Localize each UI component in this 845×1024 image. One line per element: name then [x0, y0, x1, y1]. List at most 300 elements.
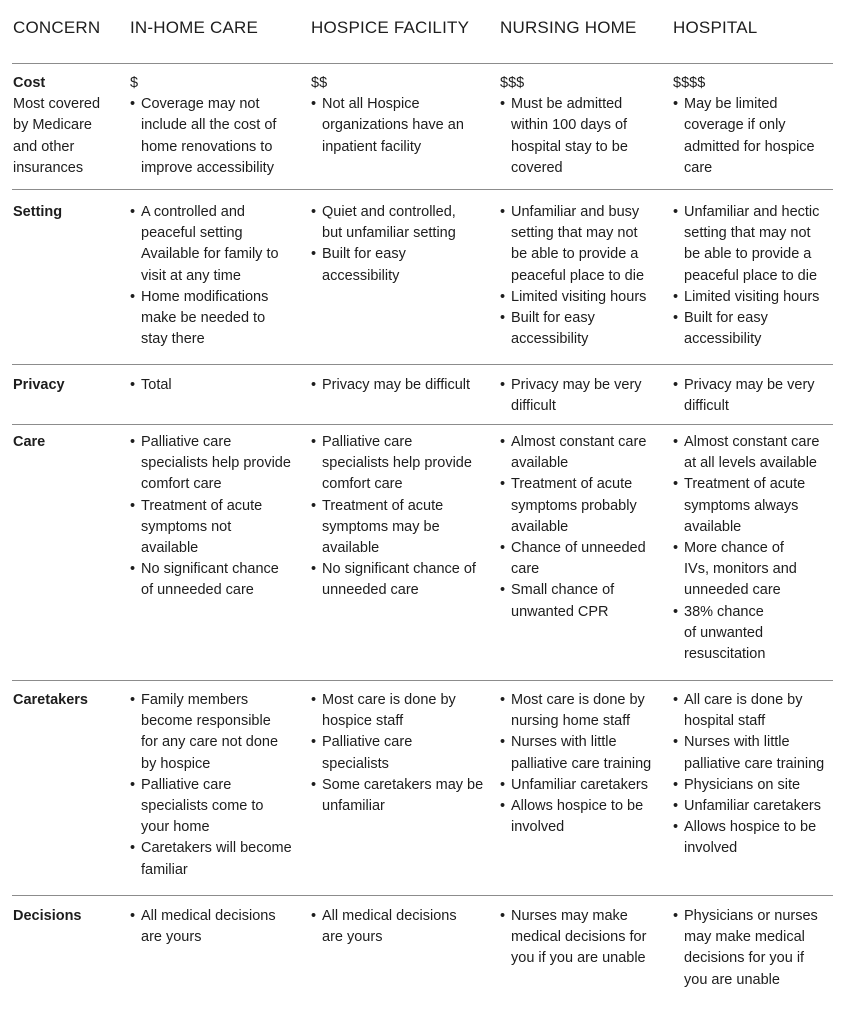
bullet-list [130, 690, 298, 881]
list-item [673, 602, 833, 666]
list-item-line: Not all Hospice [322, 96, 420, 113]
bullet-list [500, 432, 658, 623]
list-item [500, 775, 658, 796]
bullet-icon: • [500, 692, 506, 708]
bullet-list [500, 906, 658, 970]
list-item-line: become responsible [141, 713, 271, 730]
list-item-line: May be limited [684, 96, 778, 113]
bullet-icon: • [673, 776, 679, 793]
list-item-line: nursing home staff [511, 713, 631, 730]
list-item-line: Almost constant care [684, 434, 820, 450]
table-cell [673, 690, 833, 860]
list-item-line: inpatient facility [322, 138, 422, 155]
bullet-icon: • [130, 288, 136, 305]
concern-note-line: Most covered [13, 96, 101, 113]
bullet-icon: • [673, 603, 679, 620]
bullet-icon: • [500, 476, 506, 493]
list-item-line: specialists help provide [322, 455, 472, 472]
list-item [500, 287, 658, 308]
list-item-line: accessibility [511, 331, 589, 348]
concern-note-line: insurances [13, 159, 84, 176]
list-item-line: Family members [141, 692, 249, 708]
table-cell [500, 690, 658, 838]
list-item [311, 496, 487, 560]
list-item-line: A controlled and [141, 204, 245, 220]
list-item [500, 906, 658, 970]
list-item-line: stay there [141, 331, 205, 348]
list-item-line: specialists come to [141, 798, 264, 815]
header-nursing-home: NURSING HOME [500, 18, 637, 37]
list-item-line: unneeded care [684, 582, 781, 599]
list-item [673, 474, 833, 538]
list-item-line: Allows hospice to be [684, 819, 817, 836]
list-item-line: care [684, 159, 713, 176]
list-item-line: IVs, monitors and [684, 561, 797, 578]
table-cell [311, 906, 487, 948]
bullet-icon: • [500, 776, 506, 793]
list-item-line: of unneeded care [141, 582, 254, 599]
list-item-line: symptoms probably [511, 497, 637, 514]
list-item-line: specialists [322, 755, 389, 772]
bullet-icon: • [500, 288, 506, 305]
concern-cell [13, 375, 118, 396]
list-item-line: Palliative care [141, 434, 232, 450]
header-hospice-facility: HOSPICE FACILITY [311, 18, 470, 37]
list-item-line: improve accessibility [141, 159, 274, 176]
bullet-list [311, 432, 487, 602]
list-item [130, 375, 298, 396]
list-item [500, 538, 658, 580]
list-item-line: peaceful place to die [511, 267, 645, 284]
concern-cell [13, 432, 118, 453]
table-cell [673, 432, 833, 665]
bullet-list [500, 690, 658, 838]
bullet-icon: • [673, 310, 679, 327]
table-cell [500, 432, 658, 623]
header-concern: CONCERN [13, 18, 101, 37]
list-item [673, 308, 833, 350]
list-item [500, 308, 658, 350]
bullet-icon: • [500, 204, 506, 220]
table-cell [500, 73, 658, 179]
bullet-icon: • [673, 734, 679, 751]
list-item-line: Limited visiting hours [684, 288, 820, 305]
table-cell [673, 202, 833, 350]
table-cell [311, 690, 487, 817]
list-item [130, 94, 298, 179]
list-item-line: Treatment of acute [511, 476, 633, 493]
table-cell [130, 432, 298, 602]
divider [12, 424, 833, 425]
list-item-line: Caretakers will become [141, 840, 292, 857]
list-item [311, 732, 487, 774]
bullet-icon: • [500, 540, 506, 557]
bullet-icon: • [673, 798, 679, 815]
table-cell [673, 73, 833, 179]
bullet-list [673, 202, 833, 350]
list-item-line: available [511, 518, 569, 535]
bullet-list [673, 906, 833, 991]
list-item-line: No significant chance [141, 561, 279, 578]
header-hospital: HOSPITAL [673, 18, 758, 37]
bullet-icon: • [673, 476, 679, 493]
list-item-line: include all the cost of [141, 117, 277, 134]
header-in-home-care: IN-HOME CARE [130, 18, 259, 37]
concern-label: Cost [13, 75, 46, 91]
list-item-line: comfort care [141, 476, 222, 493]
list-item-line: Coverage may not [141, 96, 260, 113]
list-item-line: you if you are unable [511, 950, 646, 967]
bullet-icon: • [311, 497, 317, 514]
list-item [500, 94, 658, 179]
bullet-icon: • [311, 734, 317, 751]
bullet-icon: • [311, 96, 317, 113]
list-item-line: Must be admitted [511, 96, 623, 113]
bullet-list [130, 375, 298, 396]
list-item-line: More chance of [684, 540, 784, 557]
list-item [500, 202, 658, 287]
list-item-line: your home [141, 819, 210, 836]
table-cell [500, 375, 658, 417]
list-item-line: hospice staff [322, 713, 404, 730]
bullet-icon: • [130, 692, 136, 708]
list-item [130, 775, 298, 839]
list-item [311, 690, 487, 732]
list-item [673, 732, 833, 774]
list-item [673, 690, 833, 732]
list-item-line: Most care is done by [322, 692, 456, 708]
list-item-line: palliative care training [684, 755, 825, 772]
list-item [130, 559, 298, 601]
bullet-icon: • [500, 434, 506, 450]
bullet-icon: • [673, 377, 679, 393]
table-cell [311, 73, 487, 158]
list-item [673, 906, 833, 991]
bullet-list [311, 906, 487, 948]
list-item [673, 775, 833, 796]
list-item [500, 474, 658, 538]
list-item-line: resuscitation [684, 646, 766, 663]
list-item [500, 732, 658, 774]
list-item [130, 496, 298, 560]
list-item-line: All medical decisions [322, 908, 457, 924]
list-item [500, 690, 658, 732]
list-item-line: unfamiliar [322, 798, 385, 815]
list-item-line: at all levels available [684, 455, 817, 472]
concern-cell [13, 202, 118, 223]
list-item-line: Nurses with little [684, 734, 790, 751]
table-cell [130, 202, 298, 350]
list-item-line: decisions for you if [684, 950, 805, 967]
concern-label: Care [13, 434, 46, 450]
list-item-line: of unwanted [684, 624, 764, 641]
list-item-line: All care is done by [684, 692, 803, 708]
cost-level: $$$ [500, 75, 525, 91]
list-item-line: organizations have an [322, 117, 464, 134]
list-item-line: within 100 days of [511, 117, 628, 134]
list-item-line: make be needed to [141, 310, 266, 327]
bullet-icon: • [673, 288, 679, 305]
bullet-icon: • [500, 310, 506, 327]
list-item-line: symptoms always [684, 497, 799, 514]
list-item-line: medical decisions for [511, 929, 647, 946]
divider [12, 364, 833, 365]
concern-label: Decisions [13, 908, 82, 924]
list-item-line: visit at any time [141, 267, 241, 284]
bullet-icon: • [500, 798, 506, 815]
bullet-icon: • [500, 377, 506, 393]
bullet-icon: • [130, 96, 136, 113]
list-item [673, 375, 833, 417]
bullet-list [500, 202, 658, 350]
list-item-line: setting that may not [684, 225, 811, 242]
table-cell [130, 73, 298, 179]
bullet-list [673, 432, 833, 665]
list-item-line: accessibility [684, 331, 762, 348]
cost-level: $ [130, 75, 139, 91]
concern-label: Caretakers [13, 692, 88, 708]
list-item [673, 202, 833, 287]
list-item [673, 94, 833, 179]
bullet-list [130, 432, 298, 602]
bullet-list [311, 690, 487, 817]
list-item [500, 580, 658, 622]
list-item-line: Nurses may make [511, 908, 628, 924]
list-item-line: Small chance of [511, 582, 615, 599]
bullet-icon: • [130, 497, 136, 514]
list-item [130, 906, 298, 948]
list-item [673, 287, 833, 308]
list-item [673, 432, 833, 474]
bullet-list [130, 202, 298, 350]
bullet-list [500, 94, 658, 179]
list-item-line: available [511, 455, 569, 472]
table-cell [311, 202, 487, 287]
concern-label: Setting [13, 204, 63, 220]
concern-cell [13, 73, 118, 179]
bullet-icon: • [673, 96, 679, 113]
list-item [311, 432, 487, 496]
list-item-line: difficult [684, 398, 729, 415]
list-item-line: be able to provide a [511, 246, 639, 263]
list-item-line: admitted for hospice [684, 138, 815, 155]
list-item-line: specialists help provide [141, 455, 291, 472]
list-item-line: for any care not done [141, 734, 279, 751]
concern-note-line: and other [13, 138, 75, 155]
bullet-list [673, 94, 833, 179]
list-item [311, 244, 487, 286]
bullet-icon: • [130, 434, 136, 450]
list-item-line: you are unable [684, 971, 780, 988]
concern-note-line: by Medicare [13, 117, 92, 134]
list-item-line: care [511, 561, 540, 578]
list-item-line: Built for easy [322, 246, 406, 263]
table-cell [673, 375, 833, 417]
bullet-icon: • [311, 908, 317, 924]
table-cell [500, 906, 658, 970]
list-item-line: Some caretakers may be [322, 776, 484, 793]
list-item-line: Built for easy [511, 310, 595, 327]
bullet-icon: • [130, 776, 136, 793]
list-item-line: by hospice [141, 755, 211, 772]
divider [12, 189, 833, 190]
list-item-line: Available for family to [141, 246, 279, 263]
bullet-list [130, 906, 298, 948]
list-item-line: coverage if only [684, 117, 786, 134]
list-item-line: hospital staff [684, 713, 766, 730]
bullet-icon: • [130, 840, 136, 857]
list-item [130, 287, 298, 351]
divider [12, 63, 833, 64]
list-item [500, 375, 658, 417]
list-item [130, 838, 298, 880]
list-item-line: Home modifications [141, 288, 269, 305]
list-item-line: Treatment of acute [684, 476, 806, 493]
list-item-line: Limited visiting hours [511, 288, 647, 305]
list-item [673, 538, 833, 602]
bullet-list [500, 375, 658, 417]
bullet-icon: • [311, 692, 317, 708]
list-item [130, 690, 298, 775]
list-item-line: comfort care [322, 476, 403, 493]
list-item-line: Most care is done by [511, 692, 645, 708]
list-item-line: setting that may not [511, 225, 638, 242]
bullet-icon: • [311, 246, 317, 263]
list-item-line: Chance of unneeded [511, 540, 646, 557]
bullet-icon: • [673, 540, 679, 557]
bullet-icon: • [130, 377, 136, 393]
bullet-icon: • [130, 204, 136, 220]
list-item-line: Treatment of acute [141, 497, 263, 514]
table-cell [673, 906, 833, 991]
list-item-line: Quiet and controlled, [322, 204, 456, 220]
cost-level: $$ [311, 75, 328, 91]
list-item [500, 432, 658, 474]
list-item [311, 775, 487, 817]
bullet-icon: • [500, 908, 506, 924]
list-item [673, 796, 833, 817]
list-item-line: 38% chance [684, 603, 764, 620]
bullet-icon: • [673, 434, 679, 450]
list-item-line: Palliative care [322, 734, 413, 751]
list-item-line: but unfamiliar setting [322, 225, 456, 242]
list-item [130, 202, 298, 287]
concern-cell [13, 906, 118, 927]
table-cell [311, 432, 487, 602]
list-item-line: Unfamiliar and hectic [684, 204, 820, 220]
bullet-list [311, 375, 487, 396]
list-item-line: Physicians or nurses [684, 908, 818, 924]
list-item-line: be able to provide a [684, 246, 812, 263]
table-cell [130, 375, 298, 396]
list-item-line: symptoms may be [322, 518, 440, 535]
list-item-line: Physicians on site [684, 776, 801, 793]
list-item-line: available [684, 518, 742, 535]
list-item-line: available [141, 540, 199, 557]
list-item-line: are yours [141, 929, 202, 946]
list-item-line: peaceful place to die [684, 267, 818, 284]
list-item [311, 375, 487, 396]
bullet-icon: • [130, 908, 136, 924]
bullet-icon: • [311, 434, 317, 450]
divider [12, 680, 833, 681]
list-item [673, 817, 833, 859]
list-item-line: No significant chance of [322, 561, 476, 578]
bullet-icon: • [311, 561, 317, 578]
list-item-line: unwanted CPR [511, 603, 609, 620]
list-item-line: palliative care training [511, 755, 652, 772]
list-item-line: Built for easy [684, 310, 768, 327]
bullet-icon: • [311, 776, 317, 793]
list-item-line: Privacy may be very [684, 377, 815, 393]
table-cell [130, 690, 298, 881]
bullet-icon: • [673, 692, 679, 708]
bullet-icon: • [673, 819, 679, 836]
list-item-line: Unfamiliar caretakers [511, 776, 648, 793]
bullet-list [130, 94, 298, 179]
bullet-icon: • [130, 561, 136, 578]
list-item-line: Palliative care [322, 434, 413, 450]
list-item-line: Privacy may be very [511, 377, 642, 393]
bullet-icon: • [500, 96, 506, 113]
list-item-line: Almost constant care [511, 434, 647, 450]
concern-label: Privacy [13, 377, 65, 393]
list-item-line: involved [511, 819, 565, 836]
list-item [311, 94, 487, 158]
bullet-icon: • [673, 204, 679, 220]
list-item [311, 202, 487, 244]
list-item [311, 559, 487, 601]
list-item-line: Allows hospice to be [511, 798, 644, 815]
bullet-icon: • [673, 908, 679, 924]
divider [12, 895, 833, 896]
list-item-line: covered [511, 159, 563, 176]
concern-cell [13, 690, 118, 711]
bullet-icon: • [311, 204, 317, 220]
list-item-line: Total [141, 377, 172, 393]
list-item-line: accessibility [322, 267, 400, 284]
bullet-icon: • [311, 377, 317, 393]
table-cell [311, 375, 487, 396]
list-item-line: All medical decisions [141, 908, 276, 924]
list-item-line: difficult [511, 398, 556, 415]
bullet-icon: • [500, 734, 506, 751]
table-cell [130, 906, 298, 948]
list-item-line: are yours [322, 929, 383, 946]
list-item-line: may make medical [684, 929, 805, 946]
bullet-list [673, 690, 833, 860]
list-item-line: Palliative care [141, 776, 232, 793]
list-item-line: available [322, 540, 380, 557]
bullet-list [311, 94, 487, 158]
list-item-line: Nurses with little [511, 734, 617, 751]
list-item-line: Treatment of acute [322, 497, 444, 514]
list-item-line: Privacy may be difficult [322, 377, 471, 393]
list-item-line: symptoms not [141, 518, 232, 535]
bullet-icon: • [500, 582, 506, 599]
cost-level: $$$$ [673, 75, 706, 91]
list-item-line: Unfamiliar and busy [511, 204, 640, 220]
bullet-list [311, 202, 487, 287]
list-item [311, 906, 487, 948]
list-item-line: involved [684, 840, 738, 857]
list-item [130, 432, 298, 496]
list-item [500, 796, 658, 838]
table-cell [500, 202, 658, 350]
list-item-line: home renovations to [141, 138, 273, 155]
list-item-line: unneeded care [322, 582, 419, 599]
list-item-line: familiar [141, 861, 188, 878]
